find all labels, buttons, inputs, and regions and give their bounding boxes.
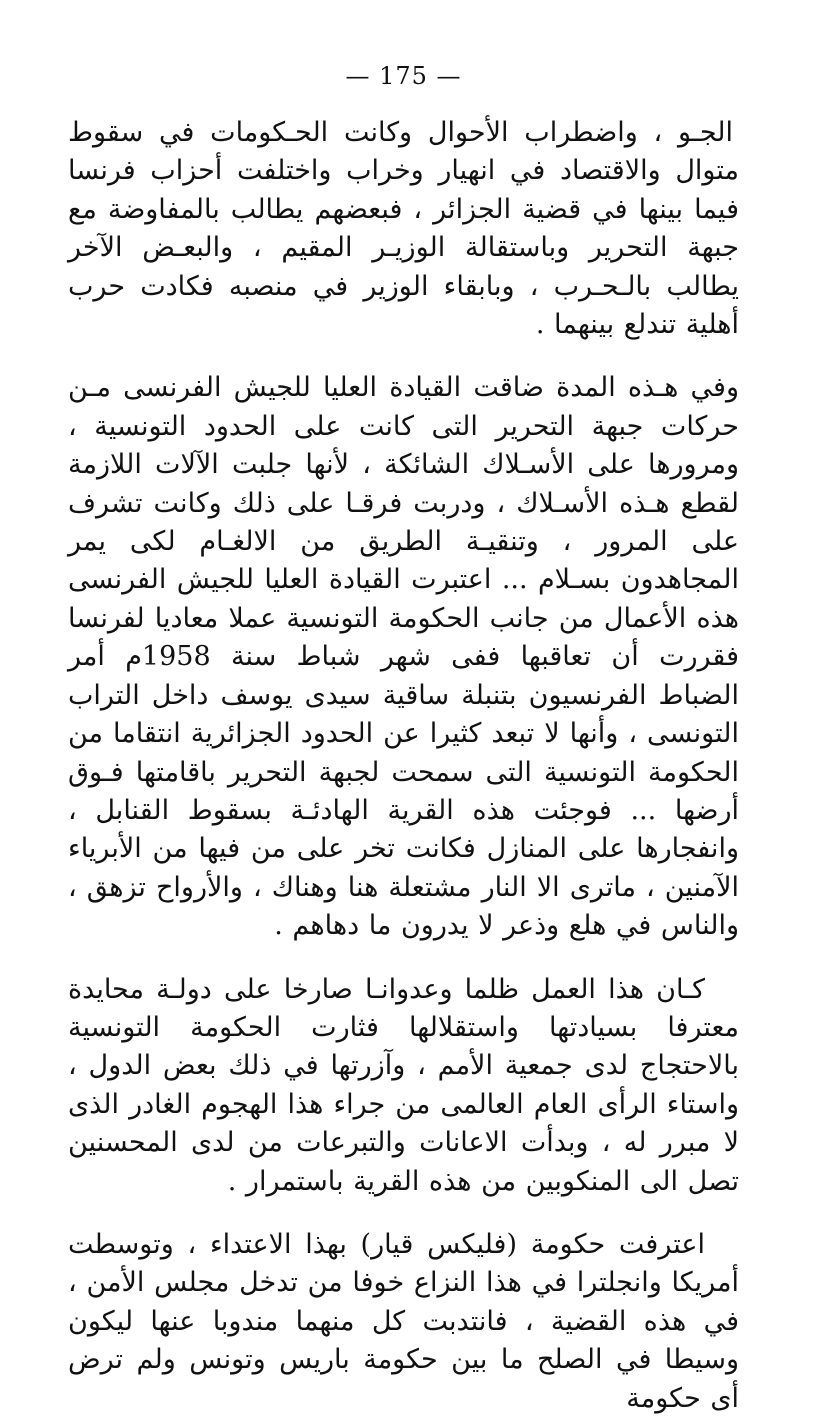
paragraph-3: كـان هذا العمل ظلما وعدوانـا صارخا على دولـة محايدة معترفا بسيادتها واستقلالها فثارت الحكومة التونسية بالاحتجاج لدى جمعية الأمم ، وآزرتها في ذلك بعض الدول ، واستاء الرأى العام العالمى من جراء هذا الهجوم الغادر الذى لا مبرر له ، وبدأت الاعانات والتبرعات من لدى المحسنين تصل الى المنكوبين من هذه القرية باستمرار . — [68, 973, 739, 1197]
page-number: — 175 — — [345, 62, 462, 90]
paragraph-1: الجـو ، واضطراب الأحوال وكانت الحـكومات في سقوط متوال والاقتصاد في انهيار وخراب واختلفت أحزاب فرنسا فيما بينها في قضية الجزائر ، فبعضهم يطالب بالمفاوضة مع جبهة التحرير وباستقالة الوزيـر المقيم ، والبعـض الآخر يطالب بالـحـرب ، وبابقاء الوزير في منصبه فكادت حرب أهلية تندلع بينهما . — [68, 117, 739, 341]
paragraph-4: اعترفت حكومة (فليكس قيار) بهذا الاعتداء ، وتوسطت أمريكا وانجلترا في هذا النزاع خوفا من تدخل مجلس الأمن ، في هذه القضية ، فانتدبت كل منهما مندوبا عنها ليكون وسيطا في الصلح ما بين حكومة باريس وتونس ولم ترض أى حكومة — [68, 1228, 739, 1414]
paragraph-2: وفي هـذه المدة ضاقت القيادة العليا للجيش الفرنسى مـن حركات جبهة التحرير التى كانت على الحدود التونسية ، ومرورها على الأسـلاك الشائكة ، لأنها جلبت الآلات اللازمة لقطع هـذه الأسـلاك ، ودربت فرقـا على ذلك وكانت تشرف على المرور ، وتنقيـة الطريق من الالغـام لكى يمر المجاهدون بسـلام ... اعتبرت القيادة العليا للجيش الفرنسى هذه الأعمال من جانب الحكومة التونسية عملا معاديا لفرنسا فقررت أن تعاقبها ففى شهر شباط سنة 1958م أمر الضباط الفرنسيون بتنبلة ساقية سيدى يوسف داخل التراب التونسى ، وأنها لا تبعد كثيرا عن الحدود الجزائرية انتقاما من الحكومة التونسية التى سمحت لجبهة التحرير باقامتها فـوق أرضها ... فوجئت هذه القرية الهادئـة بسقوط القنابل ، وانفجارها على المنازل فكانت تخر على من فيها من الأبرياء الآمنين ، ماترى الا النار مشتعلة هنا وهناك ، والأرواح تزهق ، والناس في هلع وذعر لا يدرون ما دهاهم . — [68, 372, 739, 942]
